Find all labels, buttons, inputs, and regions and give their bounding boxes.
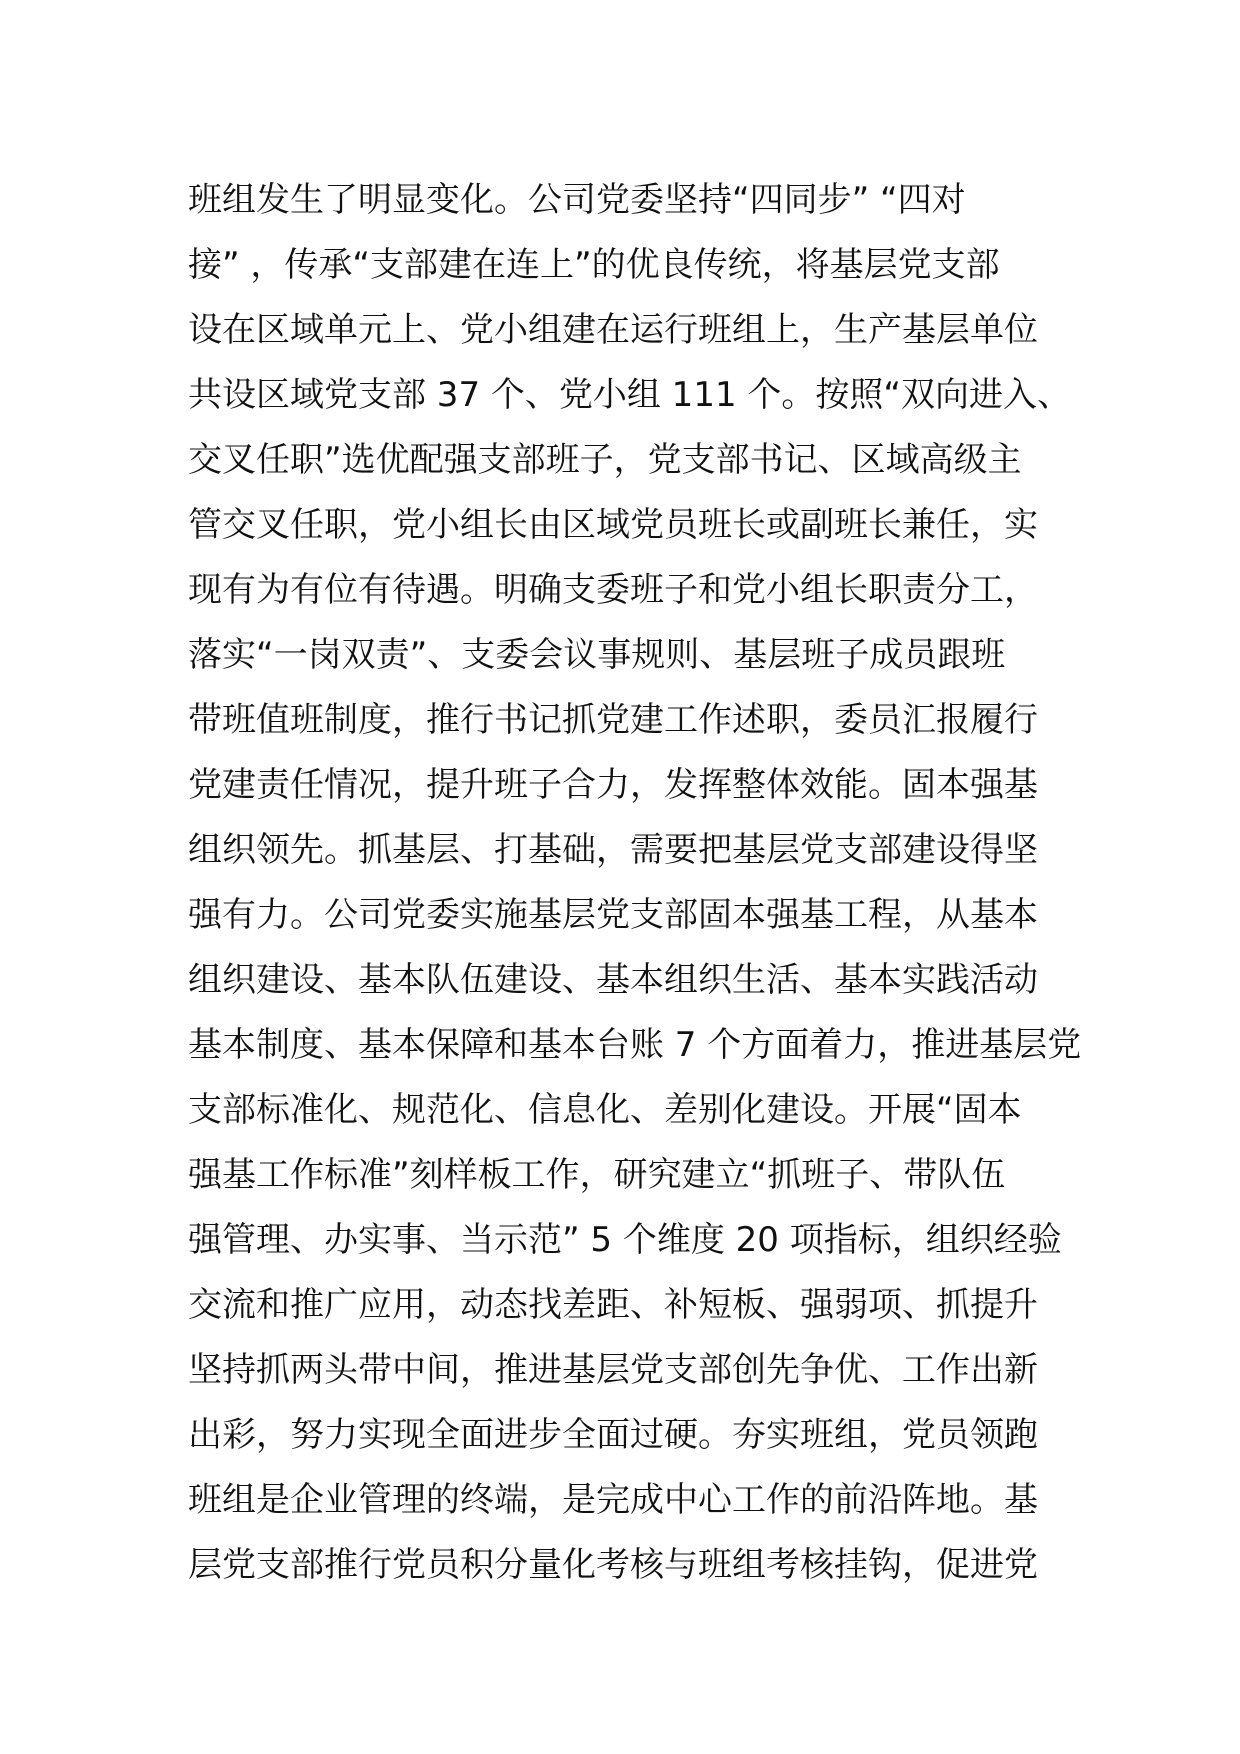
text-line: 接” ，传承“支部建在连上”的优良传统，将基层党支部 xyxy=(188,245,1000,285)
text-line: 组织建设、基本队伍建设、基本组织生活、基本实践活动 xyxy=(188,960,1038,1000)
text-line: 带班值班制度，推行书记抓党建工作述职，委员汇报履行 xyxy=(188,700,1038,740)
text-line: 设在区域单元上、党小组建在运行班组上，生产基层单位 xyxy=(188,310,1038,350)
text-line: 强有力。公司党委实施基层党支部固本强基工程，从基本 xyxy=(188,895,1038,935)
text-line: 交流和推广应用，动态找差距、补短板、强弱项、抓提升 xyxy=(188,1285,1038,1325)
text-line: 出彩，努力实现全面进步全面过硬。夯实班组，党员领跑 xyxy=(188,1415,1038,1455)
text-line: 层党支部推行党员积分量化考核与班组考核挂钩，促进党 xyxy=(188,1545,1038,1585)
text-line: 支部标准化、规范化、信息化、差别化建设。开展“固本 xyxy=(188,1090,1022,1130)
text-line: 班组是企业管理的终端，是完成中心工作的前沿阵地。基 xyxy=(188,1480,1038,1520)
text-line: 现有为有位有待遇。明确支委班子和党小组长职责分工， xyxy=(188,570,1038,610)
text-line: 共设区域党支部 37 个、党小组 111 个。按照“双向进入、 xyxy=(188,375,1072,415)
text-line: 强管理、办实事、当示范” 5 个维度 20 项指标，组织经验 xyxy=(188,1220,1062,1260)
text-line: 党建责任情况，提升班子合力，发挥整体效能。固本强基 xyxy=(188,765,1038,805)
text-line: 基本制度、基本保障和基本台账 7 个方面着力，推进基层党 xyxy=(188,1025,1082,1065)
body-paragraph xyxy=(188,168,1082,1598)
text-line: 管交叉任职，党小组长由区域党员班长或副班长兼任，实 xyxy=(188,505,1038,545)
text-line: 交叉任职”选优配强支部班子，党支部书记、区域高级主 xyxy=(188,440,1022,480)
text-line: 强基工作标准”刻样板工作，研究建立“抓班子、带队伍 xyxy=(188,1155,1006,1195)
text-line: 落实“一岗双责”、支委会议事规则、基层班子成员跟班 xyxy=(188,635,1006,675)
text-line: 班组发生了明显变化。公司党委坚持“四同步” “四对 xyxy=(188,180,966,220)
text-line: 组织领先。抓基层、打基础，需要把基层党支部建设得坚 xyxy=(188,830,1038,870)
text-line: 坚持抓两头带中间，推进基层党支部创先争优、工作出新 xyxy=(188,1350,1038,1390)
